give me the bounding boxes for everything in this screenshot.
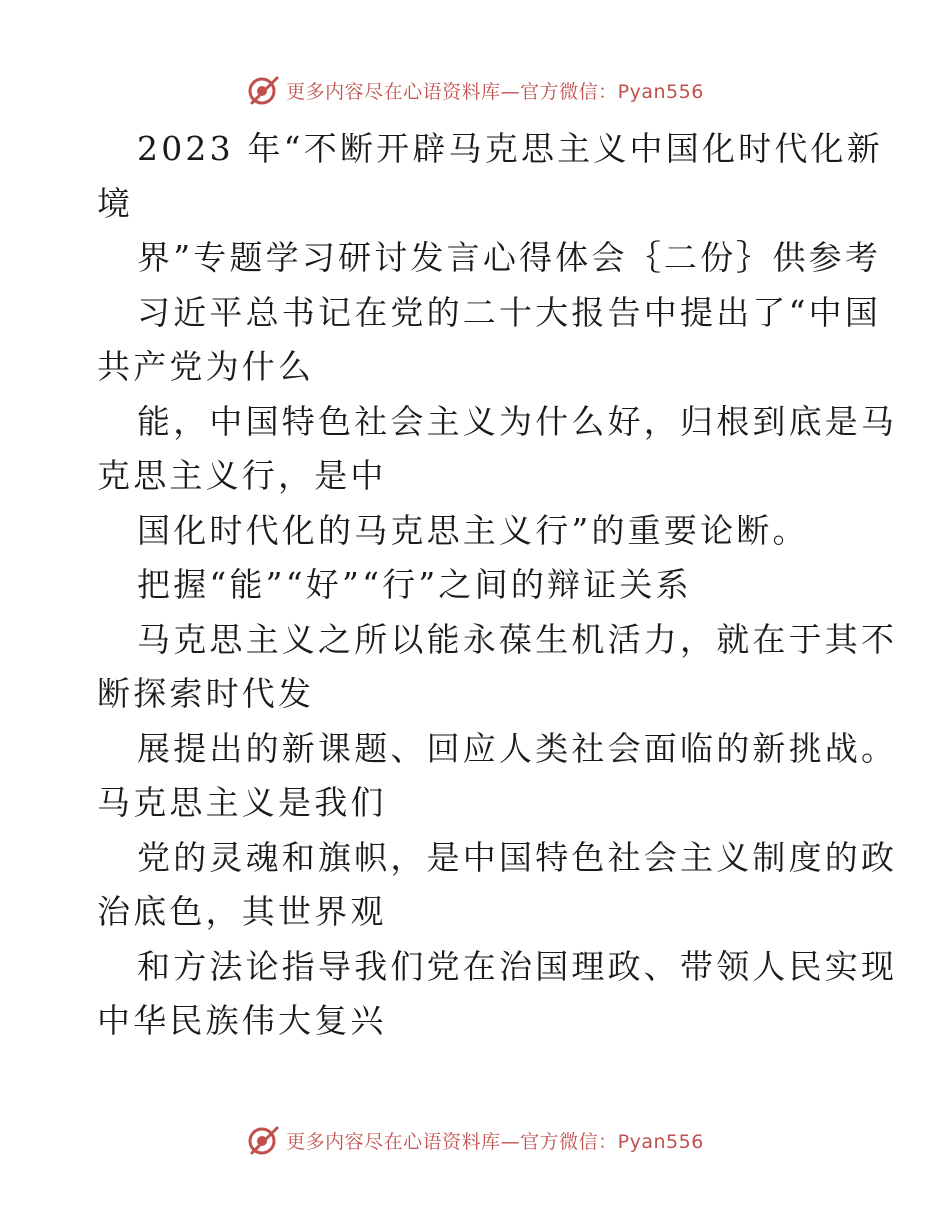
text-line: 国化时代化的马克思主义行”的重要论断。 xyxy=(137,510,809,550)
text-line: 中华民族伟大复兴 xyxy=(97,1001,387,1040)
footer-watermark xyxy=(0,1120,950,1160)
text-line: 治底色，其世界观 xyxy=(97,892,387,931)
text-line: 党的灵魂和旗帜，是中国特色社会主义制度的政 xyxy=(137,837,898,877)
document-body xyxy=(97,122,898,1049)
text-line: 共产党为什么 xyxy=(97,347,315,386)
text-line: 境 xyxy=(97,183,134,223)
watermark-text: 更多内容尽在心语资料库—官方微信：Pyan556 xyxy=(286,80,704,103)
text-line: 能，中国特色社会主义为什么好，归根到底是马 xyxy=(137,401,898,441)
text-line: 习近平总书记在党的二十大报告中提出了“中国 xyxy=(137,292,882,332)
text-line: 马克思主义之所以能永葆生机活力，就在于其不 xyxy=(137,619,898,659)
text-line: 把握“能”“好”“行”之间的辩证关系 xyxy=(137,565,692,604)
text-line: 展提出的新课题、回应人类社会面临的新挑战。 xyxy=(137,728,898,768)
text-line: 2023 年“不断开辟马克思主义中国化时代化新 xyxy=(137,129,883,168)
text-line: 克思主义行，是中 xyxy=(97,456,387,495)
quill-seal-icon xyxy=(246,73,280,107)
text-line: 马克思主义是我们 xyxy=(97,783,387,822)
header-watermark xyxy=(0,70,950,110)
text-line: 界”专题学习研讨发言心得体会｛二份｝供参考 xyxy=(137,238,882,277)
text-line: 和方法论指导我们党在治国理政、带领人民实现 xyxy=(137,946,898,986)
watermark-text: 更多内容尽在心语资料库—官方微信：Pyan556 xyxy=(286,1130,704,1153)
quill-seal-icon xyxy=(246,1123,280,1157)
text-line: 断探索时代发 xyxy=(97,674,315,713)
